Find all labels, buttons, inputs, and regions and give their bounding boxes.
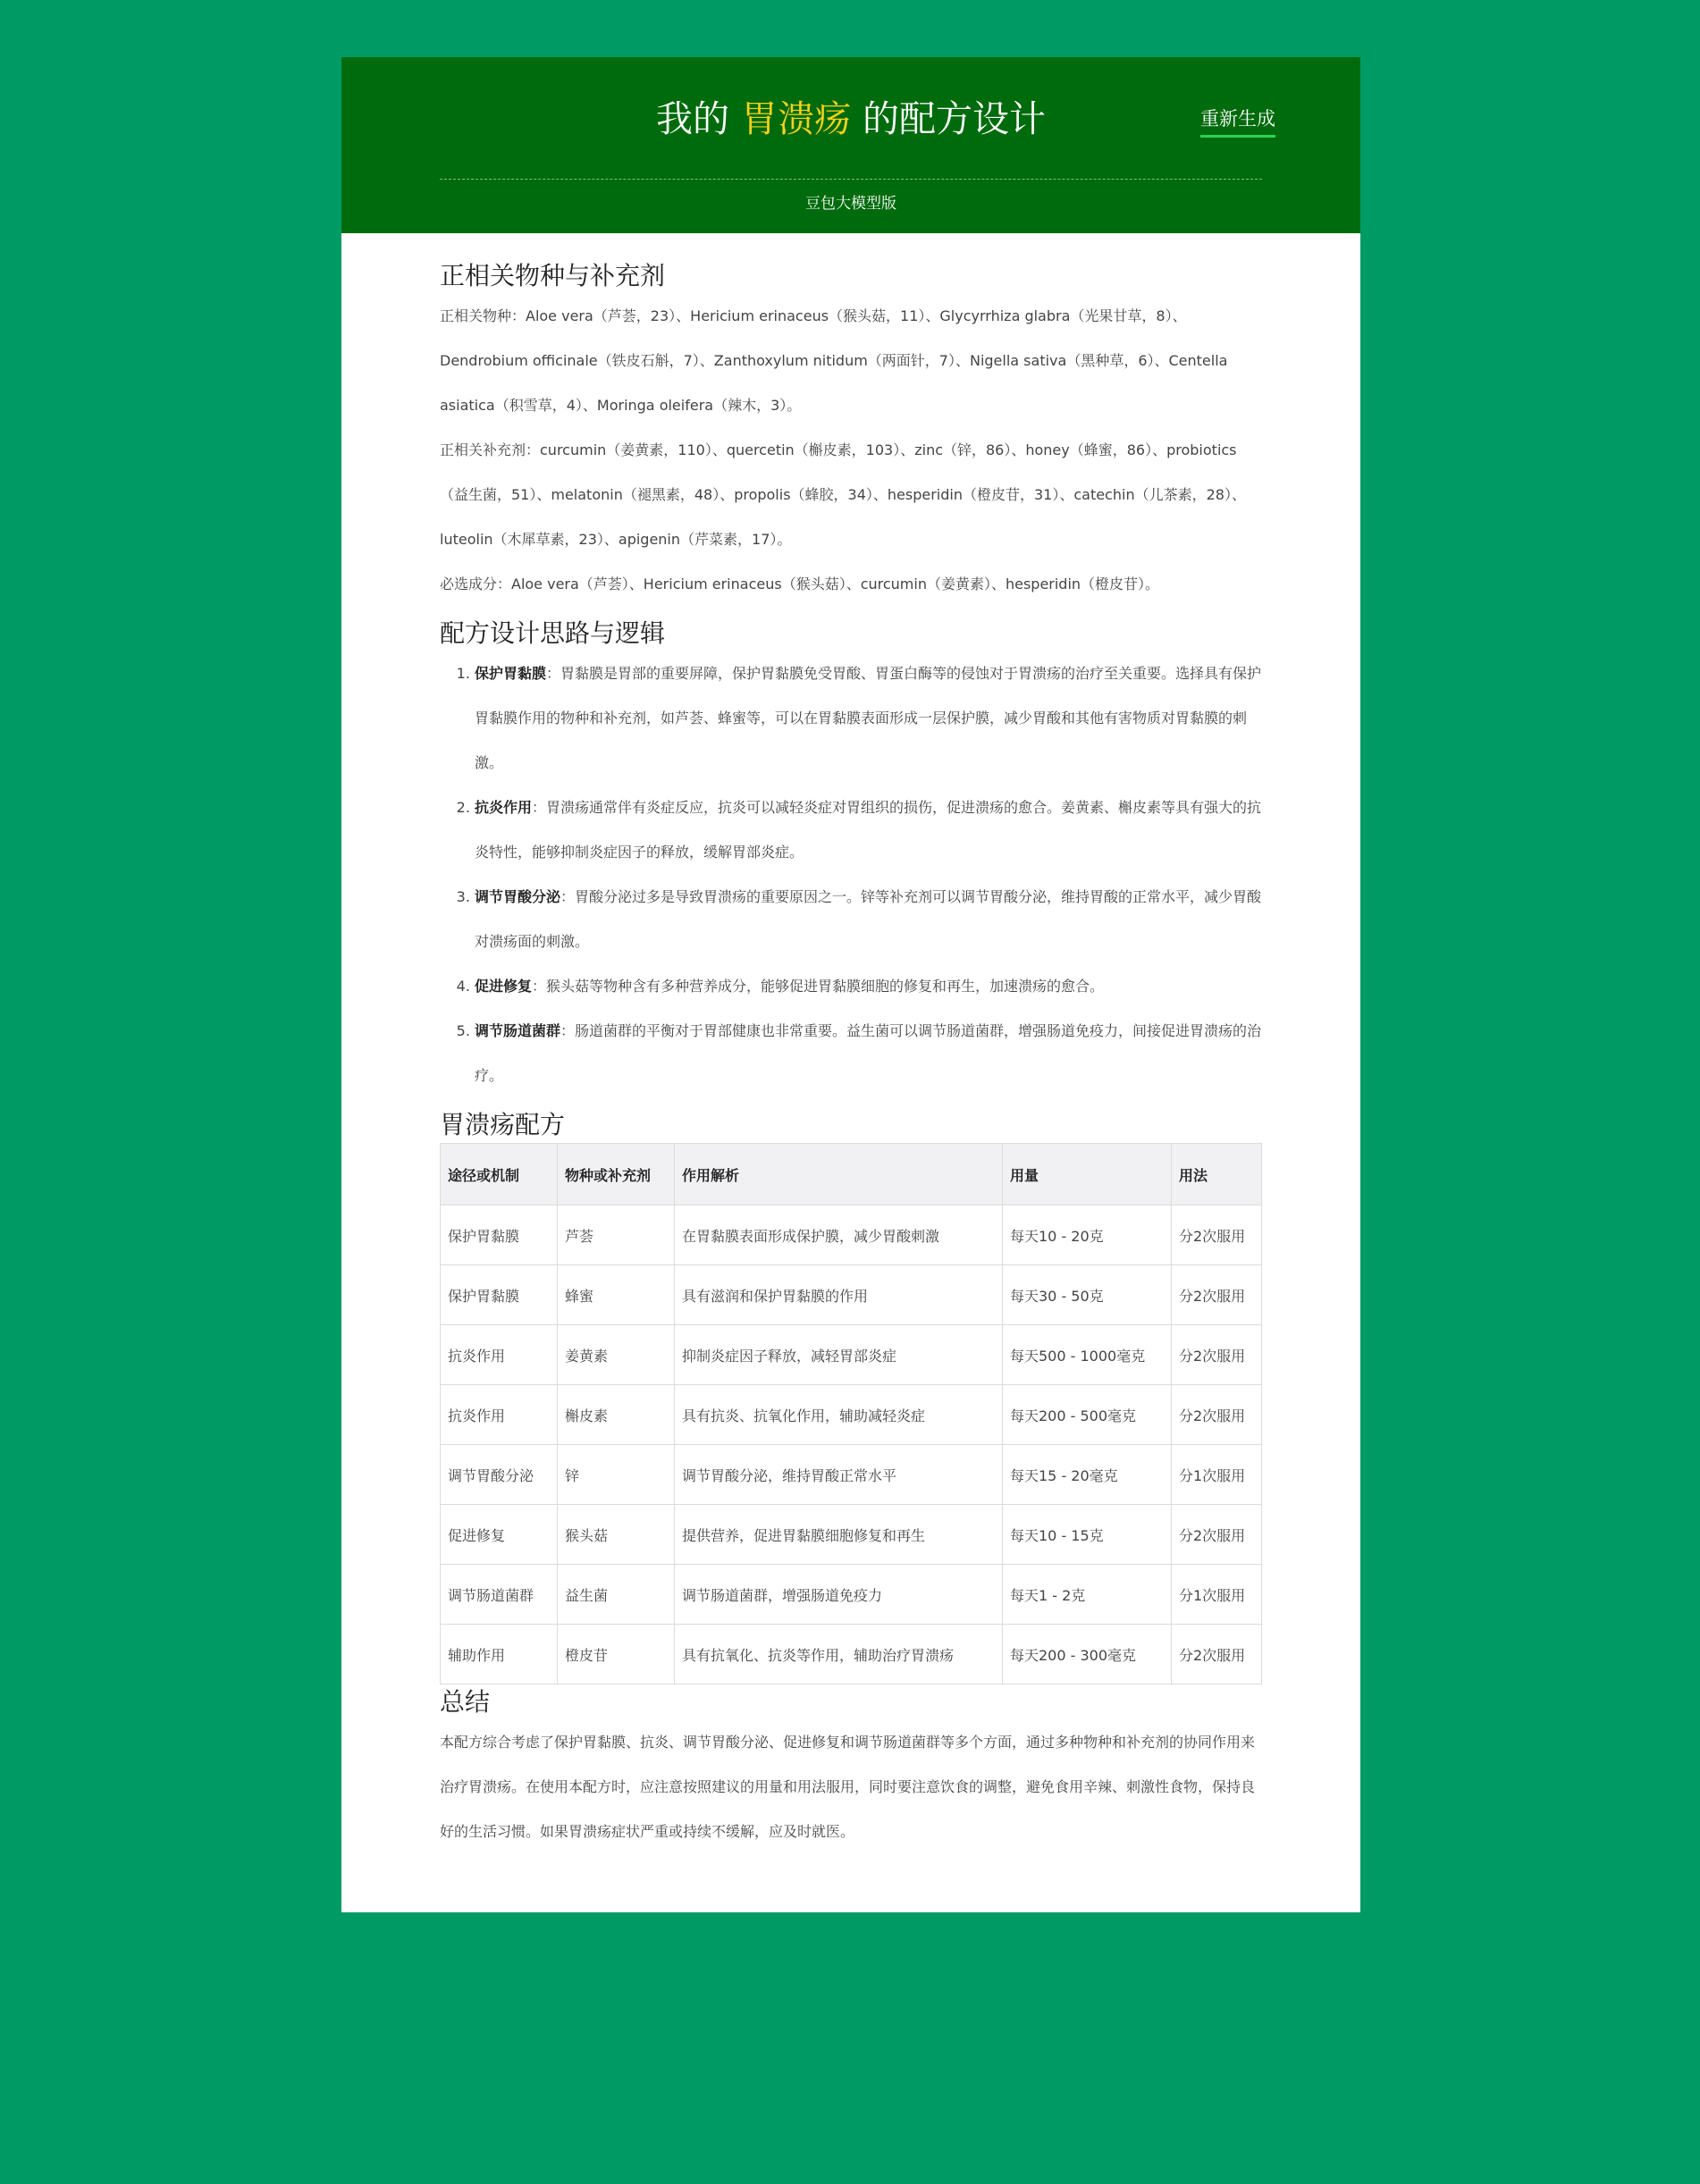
cell-ingredient: 槲皮素 [558,1385,675,1445]
cell-mechanism: 调节胃酸分泌 [441,1445,558,1505]
cell-dosage: 每天15 - 20毫克 [1003,1445,1172,1505]
cell-analysis: 具有抗氧化、抗炎等作用，辅助治疗胃溃疡 [675,1625,1003,1684]
cell-usage: 分2次服用 [1172,1625,1262,1684]
cell-mechanism: 保护胃黏膜 [441,1205,558,1265]
column-header: 途径或机制 [441,1144,558,1205]
item-text: ：猴头菇等物种含有多种营养成分，能够促进胃黏膜细胞的修复和再生，加速溃疡的愈合。 [532,978,1105,995]
item-text: ：胃酸分泌过多是导致胃溃疡的重要原因之一。锌等补充剂可以调节胃酸分泌，维持胃酸的正常水平，减少胃酸对溃疡面的刺激。 [475,888,1262,950]
cell-ingredient: 橙皮苷 [558,1625,675,1684]
regenerate-button[interactable]: 重新生成 [1200,106,1275,138]
cell-analysis: 在胃黏膜表面形成保护膜，减少胃酸刺激 [675,1205,1003,1265]
item-title: 保护胃黏膜 [475,665,547,682]
cell-ingredient: 芦荟 [558,1205,675,1265]
table-row [441,1445,1262,1505]
cell-usage: 分2次服用 [1172,1505,1262,1565]
item-title: 促进修复 [475,978,533,995]
logic-list [440,651,1262,1098]
cell-usage: 分1次服用 [1172,1445,1262,1505]
section-heading: 正相关物种与补充剂 [440,261,666,290]
cell-mechanism: 促进修复 [441,1505,558,1565]
section-heading: 配方设计思路与逻辑 [440,618,666,648]
cell-dosage: 每天10 - 15克 [1003,1505,1172,1565]
required-paragraph: 必选成分：Aloe vera（芦荟）、Hericium erinaceus（猴头菇）、curcumin（姜黄素）、hesperidin（橙皮苷）。 [440,575,1160,592]
cell-ingredient: 益生菌 [558,1565,675,1625]
cell-usage: 分2次服用 [1172,1265,1262,1325]
cell-analysis: 提供营养，促进胃黏膜细胞修复和再生 [675,1505,1003,1565]
table-row [441,1325,1262,1385]
column-header: 物种或补充剂 [558,1144,675,1205]
cell-dosage: 每天1 - 2克 [1003,1565,1172,1625]
title-disease: 胃溃疡 [741,97,851,140]
cell-usage: 分2次服用 [1172,1205,1262,1265]
section-heading: 胃溃疡配方 [440,1110,566,1139]
cell-dosage: 每天30 - 50克 [1003,1265,1172,1325]
cell-analysis: 调节肠道菌群，增强肠道免疫力 [675,1565,1003,1625]
item-text: ：胃溃疡通常伴有炎症反应，抗炎可以减轻炎症对胃组织的损伤，促进溃疡的愈合。姜黄素、槲皮素等具有强大的抗炎特性，能够抑制炎症因子的释放，缓解胃部炎症。 [475,799,1262,861]
table-row [441,1565,1262,1625]
table-row [441,1385,1262,1445]
cell-ingredient: 猴头菇 [558,1505,675,1565]
title-prefix: 我的 [655,97,729,140]
item-title: 调节肠道菌群 [475,1022,561,1039]
section-summary [440,1684,1262,1854]
list-item [475,651,1262,785]
list-item [475,964,1262,1009]
content [440,258,1262,1854]
column-header: 用法 [1172,1144,1262,1205]
item-title: 抗炎作用 [475,799,533,816]
cell-dosage: 每天200 - 500毫克 [1003,1385,1172,1445]
supplements-paragraph: 正相关补充剂：curcumin（姜黄素，110）、quercetin（槲皮素，103）、zinc（锌，86）、honey（蜂蜜，86）、probiotics（益生菌，51）、melatonin（褪黑素，48）、propolis（蜂胶，34）、hesperidin（橙皮苷，31）、catechin（儿茶素，28）、luteolin（木犀草素，23）、apigenin（芹菜素，17）。 [440,441,1246,548]
item-text: ：胃黏膜是胃部的重要屏障，保护胃黏膜免受胃酸、胃蛋白酶等的侵蚀对于胃溃疡的治疗至关重要。选择具有保护胃黏膜作用的物种和补充剂，如芦荟、蜂蜜等，可以在胃黏膜表面形成一层保护膜，减少胃酸和其他有害物质对胃黏膜的刺激。 [475,665,1262,771]
table-row [441,1205,1262,1265]
header-banner [341,57,1360,233]
cell-usage: 分2次服用 [1172,1325,1262,1385]
column-header: 用量 [1003,1144,1172,1205]
cell-dosage: 每天10 - 20克 [1003,1205,1172,1265]
cell-analysis: 调节胃酸分泌，维持胃酸正常水平 [675,1445,1003,1505]
section-heading: 总结 [440,1687,491,1717]
cell-mechanism: 调节肠道菌群 [441,1565,558,1625]
title-suffix: 的配方设计 [863,97,1047,140]
cell-mechanism: 抗炎作用 [441,1325,558,1385]
section-logic [440,616,1262,1098]
list-item [475,785,1262,875]
cell-ingredient: 锌 [558,1445,675,1505]
cell-usage: 分1次服用 [1172,1565,1262,1625]
cell-analysis: 抑制炎症因子释放，减轻胃部炎症 [675,1325,1003,1385]
cell-mechanism: 抗炎作用 [441,1385,558,1445]
formula-table [440,1143,1262,1684]
header-divider [440,179,1262,180]
model-subtitle: 豆包大模型版 [805,195,896,213]
item-title: 调节胃酸分泌 [475,888,561,905]
section-formula [440,1107,1262,1684]
table-row [441,1625,1262,1684]
list-item [475,875,1262,964]
summary-paragraph: 本配方综合考虑了保护胃黏膜、抗炎、调节胃酸分泌、促进修复和调节肠道菌群等多个方面，通过多种物种和补充剂的协同作用来治疗胃溃疡。在使用本配方时，应注意按照建议的用量和用法服用，同时要注意饮食的调整，避免食用辛辣、刺激性食物，保持良好的生活习惯。如果胃溃疡症状严重或持续不缓解，应及时就医。 [440,1734,1256,1840]
list-item [475,1009,1262,1098]
table-row [441,1505,1262,1565]
species-paragraph: 正相关物种：Aloe vera（芦荟，23）、Hericium erinaceus（猴头菇，11）、Glycyrrhiza glabra（光果甘草，8）、Dendrobium officinale（铁皮石斛，7）、Zanthoxylum nitidum（两面针，7）、Nigella sativa（黑种草，6）、Centella asiatica（积雪草，4）、Moringa oleifera（辣木，3）。 [440,307,1228,414]
cell-usage: 分2次服用 [1172,1385,1262,1445]
item-text: ：肠道菌群的平衡对于胃部健康也非常重要。益生菌可以调节肠道菌群，增强肠道免疫力，间接促进胃溃疡的治疗。 [475,1022,1262,1084]
column-header: 作用解析 [675,1144,1003,1205]
cell-analysis: 具有抗炎、抗氧化作用，辅助减轻炎症 [675,1385,1003,1445]
cell-dosage: 每天200 - 300毫克 [1003,1625,1172,1684]
cell-analysis: 具有滋润和保护胃黏膜的作用 [675,1265,1003,1325]
cell-mechanism: 保护胃黏膜 [441,1265,558,1325]
section-species [440,258,1262,607]
table-row [441,1265,1262,1325]
cell-dosage: 每天500 - 1000毫克 [1003,1325,1172,1385]
cell-ingredient: 蜂蜜 [558,1265,675,1325]
cell-mechanism: 辅助作用 [441,1625,558,1684]
cell-ingredient: 姜黄素 [558,1325,675,1385]
page-card [341,57,1360,1912]
table-header-row [441,1144,1262,1205]
